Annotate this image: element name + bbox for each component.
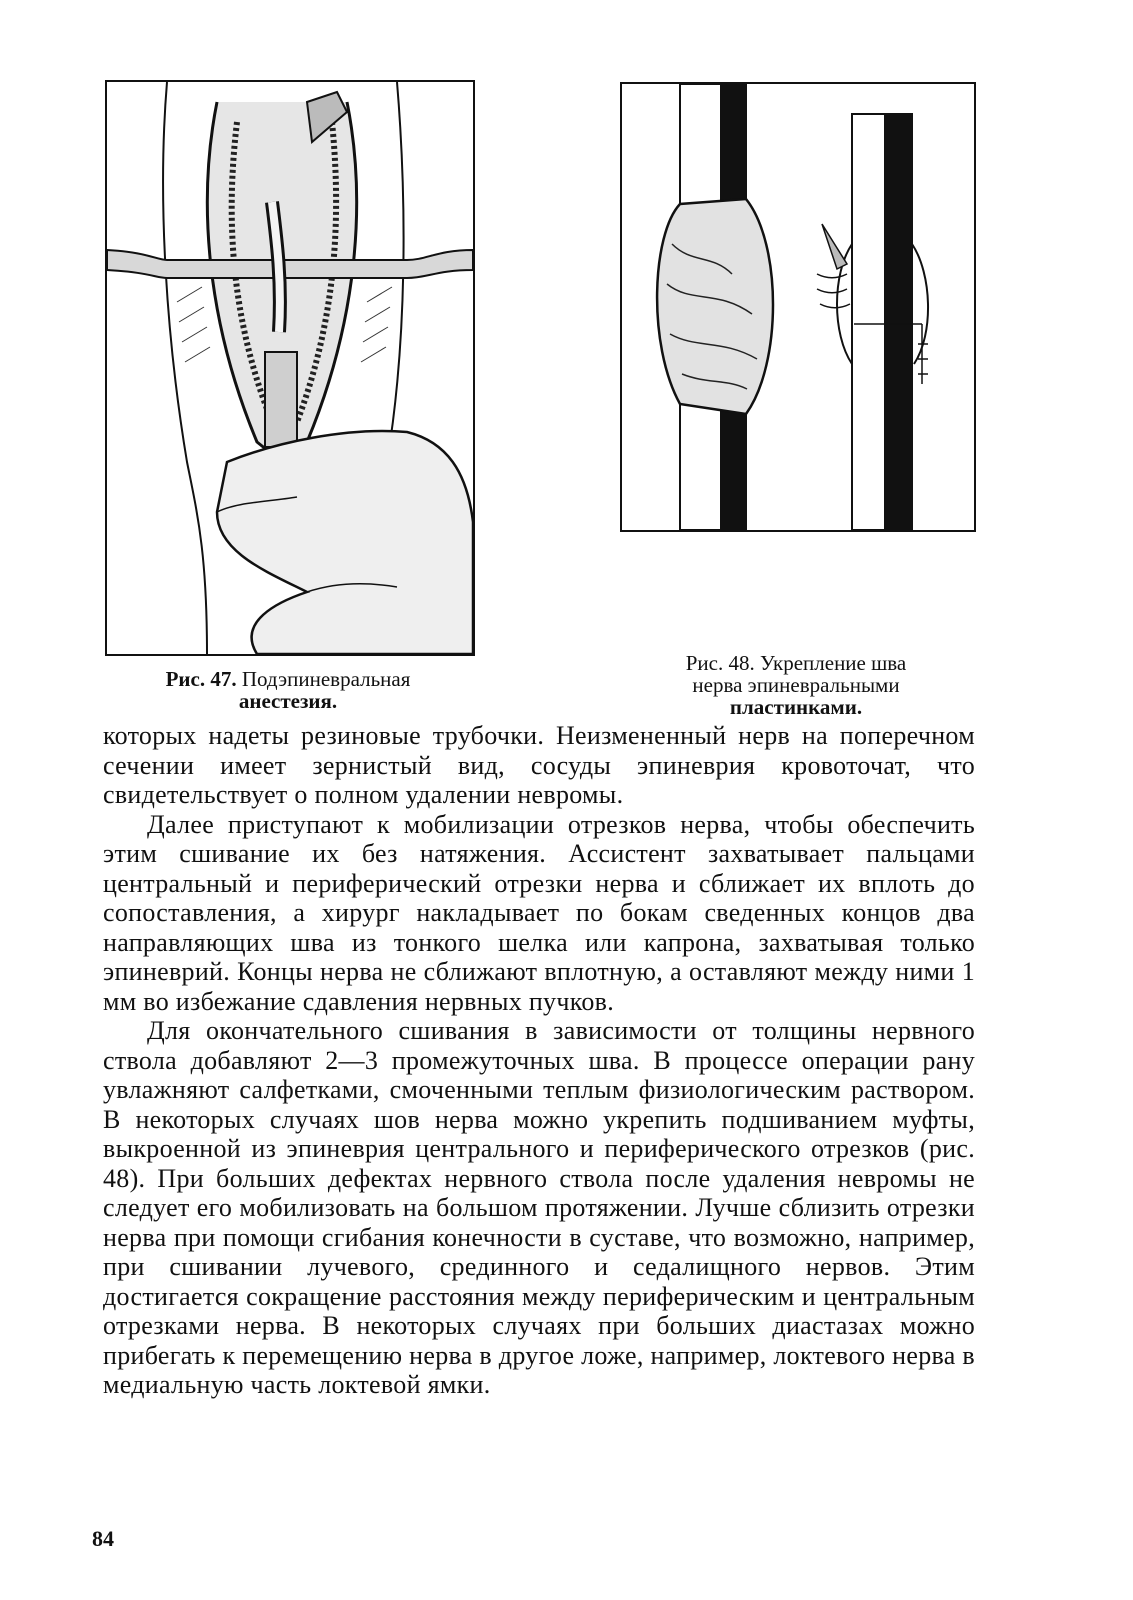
figure-48-drawing <box>622 84 974 530</box>
figure-48-caption-line3: пластинками. <box>729 695 863 719</box>
body-text <box>103 721 975 1400</box>
figure-47-caption-line2: анестезия. <box>238 689 338 713</box>
figure-47-label: Рис. 47. <box>165 667 237 691</box>
figure-47-caption-line1: Подэпиневральная <box>241 667 411 691</box>
figure-48-caption-line2: нерва эпиневральными <box>692 673 900 697</box>
figure-47-drawing <box>107 82 473 654</box>
figure-48-caption <box>630 652 962 718</box>
figure-47-illustration <box>105 80 475 656</box>
figure-48-caption-line1: Рис. 48. Укрепление шва <box>685 651 907 675</box>
page-number: 84 <box>92 1526 114 1551</box>
figure-48-illustration <box>620 82 976 532</box>
paragraph: Для окончательного сшивания в зависимости от толщины нервного ствола добавляют 2—3 промежуточных шва. В процессе операции рану увлажняют салфетками, смоченными теплым физиологическим раствором. В некоторых случаях шов нерва можно укрепить подшиванием муфты, выкроенной из эпиневрия центрального и периферического отрезков (рис. 48). При больших дефектах нервного ствола после удаления невромы не следует его мобилизовать на большом протяжении. Лучше сблизить отрезки нерва при помощи сгибания конечности в суставе, что возможно, например, при сшивании лучевого, срединного и седалищного нервов. Этим достигается сокращение расстояния между периферическим и центральным отрезками нерва. В некоторых случаях при больших диастазах можно прибегать к перемещению нерва в другое ложе, например, локтевого нерва в медиальную часть локтевой ямки. <box>103 1016 975 1399</box>
paragraph: Далее приступают к мобилизации отрезков нерва, чтобы обеспечить этим сшивание их без натяжения. Ассистент захватывает пальцами центральный и периферический отрезки нерва и сближает их вплоть до сопоставления, а хирург накладывает по бокам сведенных концов два направляющих шва из тонкого шелка или капрона, захватывая только эпиневрий. Концы нерва не сближают вплотную, а оставляют между ними 1 мм во избежание сдавления нервных пучков. <box>103 809 975 1016</box>
paragraph: которых надеты резиновые трубочки. Неизмененный нерв на поперечном сечении имеет зернистый вид, сосуды эпиневрия кровоточат, что свидетельствует о полном удалении невромы. <box>103 721 975 809</box>
figure-47-caption <box>118 668 458 712</box>
